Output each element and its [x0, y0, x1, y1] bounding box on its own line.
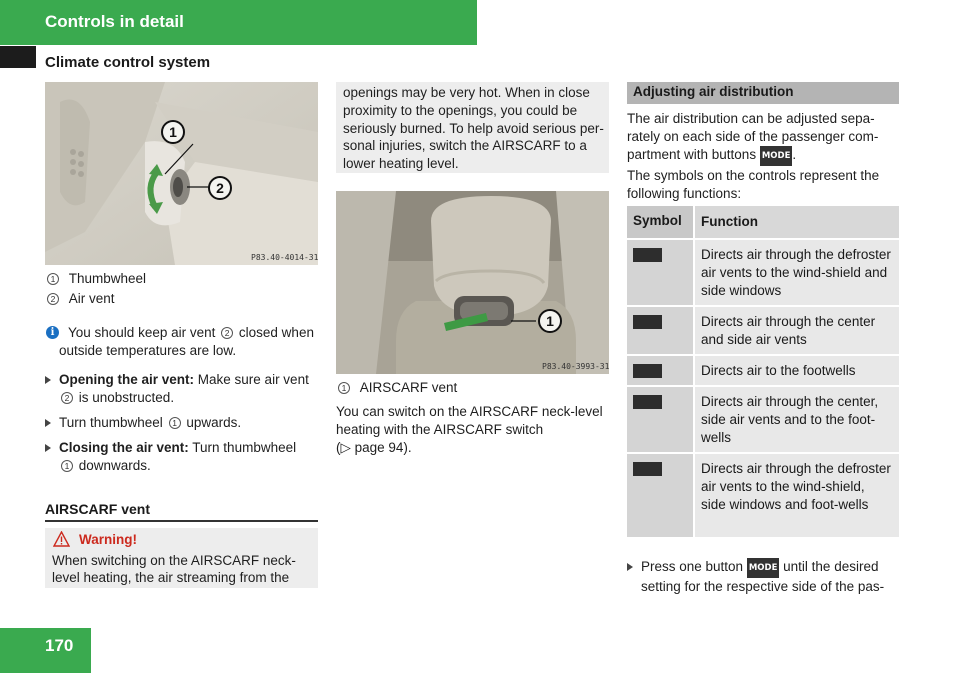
paragraph-line [627, 146, 796, 166]
warning-cont-line: seriously burned. To help avoid serious per- [343, 121, 604, 136]
airscarf-illustration [336, 191, 609, 374]
warning-cont-line: lower heating level. [343, 156, 459, 171]
table-cell-function: Directs air through the center and side air vents [695, 307, 899, 354]
table-cell-function: Directs air through the defroster air vents to the wind-shield, side windows and foot-wells [695, 454, 899, 537]
bullet-text: upwards. [186, 415, 242, 430]
paragraph-text: partment with buttons [627, 147, 757, 162]
table-cell-function: Directs air through the center, side air vents and to the foot-wells [695, 387, 899, 452]
info-note [68, 324, 323, 342]
warning-title: Warning! [79, 532, 137, 547]
mode-button-icon: MODE [760, 146, 793, 166]
table-row [627, 307, 899, 356]
section-tab-marker [0, 46, 36, 68]
mode-button-icon: MODE [747, 558, 780, 578]
bullet-turn-up [45, 414, 325, 432]
legend-label: AIRSCARF vent [359, 380, 458, 395]
table-header-function: Function [695, 206, 899, 238]
bullet-arrow-icon [45, 419, 51, 427]
legend-number: 1 [338, 382, 350, 394]
bullet-text: is unobstructed. [78, 390, 175, 405]
legend-label: Thumbwheel [68, 271, 147, 286]
legend-label: Air vent [68, 291, 115, 306]
section-title: Climate control system [45, 54, 211, 71]
bullet-text: until the desired [783, 559, 879, 574]
bullet-text: Press one button [641, 559, 744, 574]
table-row [627, 454, 899, 539]
page-number: 170 [45, 636, 74, 655]
info-icon: i [46, 326, 59, 339]
airscarf-photo [336, 191, 609, 374]
airscarf-heading: AIRSCARF vent [45, 501, 151, 517]
paragraph-line: The symbols on the controls represent the [627, 168, 880, 183]
bullet-closing [45, 439, 325, 475]
bullet-bold: Closing the air vent: [59, 440, 189, 455]
bullet-text: Make sure air vent [197, 372, 309, 387]
paragraph-line: following functions: [627, 186, 742, 201]
legend-item [45, 290, 115, 308]
page-reference-link[interactable]: (▷ page 94). [336, 440, 412, 455]
table-header-symbol: Symbol [627, 206, 695, 238]
info-text: closed when [238, 325, 314, 340]
info-note-cont: outside temperatures are low. [59, 343, 237, 358]
page-header-title: Controls in detail [45, 12, 184, 31]
airscarf-paragraph-line: heating with the AIRSCARF switch [336, 422, 544, 437]
bullet-opening [45, 371, 325, 407]
defrost-side-windows-icon [633, 248, 662, 262]
thumbwheel-photo [45, 82, 318, 265]
warning-line: level heating, the air streaming from the [52, 570, 290, 585]
warning-triangle-icon [53, 531, 70, 547]
bullet-number: 1 [169, 417, 181, 429]
defrost-side-footwell-icon [633, 462, 662, 476]
air-distribution-table [627, 206, 899, 539]
bullet-arrow-icon [45, 444, 51, 452]
footwell-icon [633, 364, 662, 378]
heading-rule [45, 520, 318, 522]
bullet-arrow-icon [45, 376, 51, 384]
bullet-text: downwards. [78, 458, 151, 473]
photo-code: P83.40-4014-31 [251, 253, 318, 262]
callout-2-air-vent: 2 [208, 176, 232, 200]
bullet-text: setting for the respective side of the pas- [641, 579, 885, 594]
callout-1-thumbwheel: 1 [161, 120, 185, 144]
bullet-number: 2 [61, 392, 73, 404]
airscarf-paragraph-line: You can switch on the AIRSCARF neck-level [336, 404, 603, 419]
subheading-air-distribution: Adjusting air distribution [627, 82, 899, 104]
center-side-footwell-icon [633, 395, 662, 409]
bullet-text: Turn thumbwheel [59, 415, 163, 430]
table-row [627, 240, 899, 307]
table-header-row [627, 206, 899, 240]
warning-line: When switching on the AIRSCARF neck- [52, 553, 296, 568]
photo-code: P83.40-3993-31 [542, 362, 609, 371]
thumbwheel-illustration [45, 82, 318, 265]
info-number: 2 [221, 327, 233, 339]
table-row [627, 387, 899, 454]
legend-item [45, 270, 146, 288]
bullet-bold: Opening the air vent: [59, 372, 195, 387]
period: . [792, 147, 797, 162]
warning-cont-line: openings may be very hot. When in close [343, 85, 590, 100]
table-cell-function: Directs air to the footwells [695, 356, 899, 385]
bullet-number: 1 [61, 460, 73, 472]
callout-1-airscarf-vent: 1 [538, 309, 562, 333]
bullet-arrow-icon [627, 563, 633, 571]
legend-number: 2 [47, 293, 59, 305]
warning-cont-line: proximity to the openings, you could be [343, 103, 578, 118]
paragraph-line: The air distribution can be adjusted sepa- [627, 111, 875, 126]
legend-number: 1 [47, 273, 59, 285]
table-cell-function: Directs air through the defroster air vents to the wind-shield and side windows [695, 240, 899, 305]
paragraph-line: rately on each side of the passenger com- [627, 129, 879, 144]
info-text: You should keep air vent [68, 325, 216, 340]
warning-cont-line: sonal injuries, switch the AIRSCARF to a [343, 138, 587, 153]
bullet-text: Turn thumbwheel [192, 440, 297, 455]
center-side-vents-icon [633, 315, 662, 329]
legend-item [336, 379, 457, 397]
table-row [627, 356, 899, 387]
bullet-press-mode [627, 558, 912, 596]
